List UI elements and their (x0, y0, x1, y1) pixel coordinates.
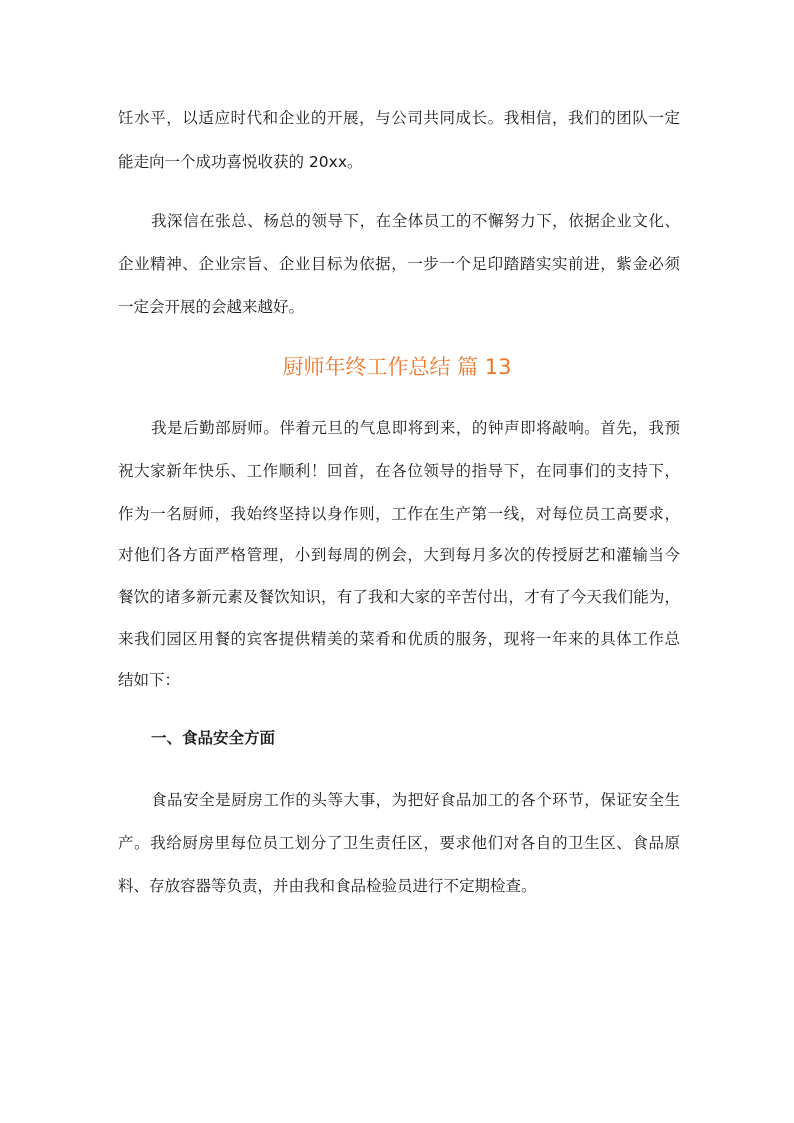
paragraph-line: 餐饮的诸多新元素及餐饮知识，有了我和大家的辛苦付出，才有了今天我们能为， (118, 588, 680, 606)
paragraph-line: 我是后勤部厨师。伴着元旦的气息即将到来，的钟声即将敲响。首先，我预 (151, 419, 680, 437)
paragraph-line: 产。我给厨房里每位员工划分了卫生责任区，要求他们对各自的卫生区、食品原 (118, 834, 680, 852)
paragraph-line: 结如下： (118, 671, 181, 689)
paragraph-line: 对他们各方面严格管理，小到每周的例会，大到每月多次的传授厨艺和灌输当今 (118, 546, 680, 564)
paragraph-line: 食品安全是厨房工作的头等大事，为把好食品加工的各个环节，保证安全生 (151, 791, 680, 809)
paragraph-line: 企业精神、企业宗旨、企业目标为依据，一步一个足印踏踏实实前进，紫金必须 (118, 255, 680, 273)
subheading: 一、食品安全方面 (151, 729, 276, 747)
paragraph-line: 作为一名厨师，我始终坚持以身作则，工作在生产第一线，对每位员工高要求， (118, 505, 680, 523)
paragraph-line: 祝大家新年快乐、工作顺利！回首，在各位领导的指导下，在同事们的支持下， (118, 462, 680, 480)
paragraph-line: 料、存放容器等负责，并由我和食品检验员进行不定期检查。 (118, 877, 537, 895)
section-title: 厨师年终工作总结 篇 13 (282, 355, 512, 379)
paragraph-line: 饪水平，以适应时代和企业的开展，与公司共同成长。我相信，我们的团队一定 (118, 109, 680, 127)
paragraph-line: 我深信在张总、杨总的领导下，在全体员工的不懈努力下，依据企业文化、 (151, 212, 680, 230)
paragraph-line: 一定会开展的会越来越好。 (118, 298, 305, 316)
paragraph-line: 能走向一个成功喜悦收获的 20xx。 (118, 153, 363, 171)
paragraph-line: 来我们园区用餐的宾客提供精美的菜肴和优质的服务，现将一年来的具体工作总 (118, 630, 680, 648)
